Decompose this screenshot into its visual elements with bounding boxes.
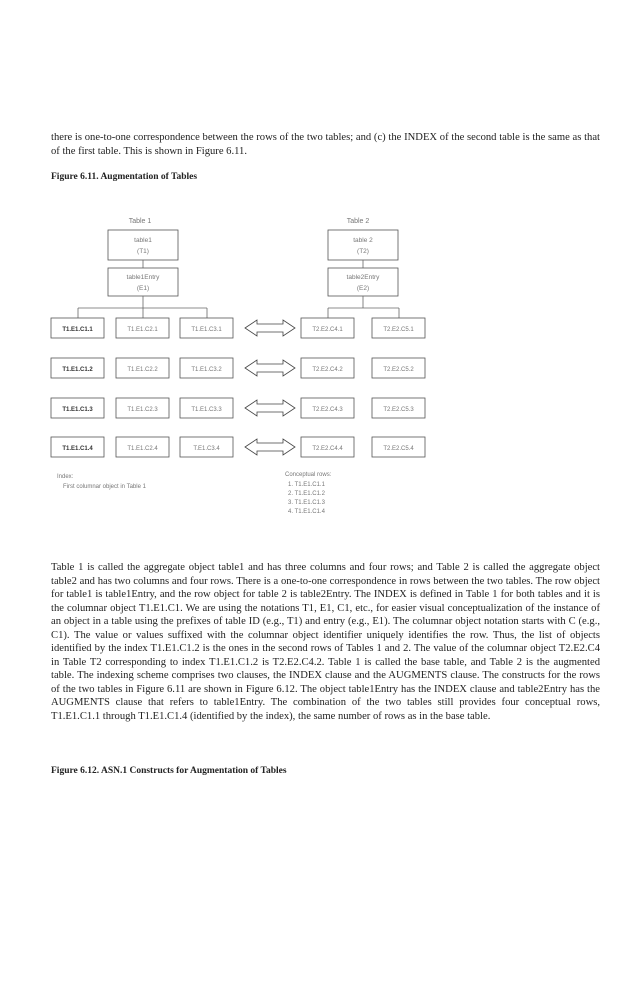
cell-t2-c4-r3: T2.E2.C4.3 xyxy=(312,407,343,413)
cell-t1-c3-r2: T1.E1.C3.2 xyxy=(191,367,222,373)
table2-object-id: (T2) xyxy=(357,248,369,255)
table2-heading: Table 2 xyxy=(346,218,370,225)
augmentation-figure xyxy=(45,210,605,530)
correspondence-arrow-3 xyxy=(245,400,295,416)
figure-6-12-caption: Figure 6.12. ASN.1 Constructs for Augmentation of Tables xyxy=(51,766,287,776)
table2-entry-id: (E2) xyxy=(356,285,370,292)
cell-t2-c5-r3: T2.E2.C5.3 xyxy=(383,407,414,413)
intro-paragraph: there is one-to-one correspondence between the rows of the two tables; and (c) the INDEX of the second table is the same as that of the first table. This is shown in Figure 6.11. xyxy=(51,132,600,157)
correspondence-arrow-4 xyxy=(245,439,295,455)
table1-object-box xyxy=(108,230,178,260)
correspondence-arrow-2 xyxy=(245,360,295,376)
table1-entry-id: (E1) xyxy=(136,285,150,292)
cell-t2-c5-r2: T2.E2.C5.2 xyxy=(383,367,414,373)
table1-heading: Table 1 xyxy=(128,218,152,225)
cell-t1-c1-r1: T1.E1.C1.1 xyxy=(62,327,93,333)
cell-t2-c4-r2: T2.E2.C4.2 xyxy=(312,367,343,373)
figure-6-11-caption: Figure 6.11. Augmentation of Tables xyxy=(51,172,198,182)
conceptual-row-2: 2. T1.E1.C1.2 xyxy=(288,491,325,497)
body-paragraph: Table 1 is called the aggregate object table1 and has three columns and four rows; and Table 2 is called the aggregate object table2 and has two columns and four rows. There is a one-to-one correspondence in rows between the two tables. The row object for table1 is table1Entry, and the row object for table 2 is table2Entry. The INDEX is defined in Table 1 for both tables and it is the columnar object T1.E1.C1. We are using the notations T1, E1, C1, etc., for easier visual conceptualization of the instance of an object in a table using the prefixes of table ID (e.g., T1) and entry (e.g., E1). The columnar object notation starts with C (e.g., C1). The value or values suffixed with the columnar object identifier uniquely identifies the row. Thus, the list of objects identified by the index T1.E1.C1.2 is the ones in the second rows of Tables 1 and 2. The value of the columnar object T2.E2.C4 in Table T2 corresponding to index T1.E1.C1.2 is T2.E2.C4.2. Table 1 is called the base table, and Table 2 is the augmented table. The indexing scheme comprises two clauses, the INDEX clause and the AUGMENTS clause. The constructs for the rows of the two tables in Figure 6.11 are shown in Figure 6.12. The object table1Entry has the INDEX clause and table2Entry has the AUGMENTS clause that refers to table1Entry. The combination of the two tables still provides four conceptual rows, T1.E1.C1.1 through T1.E1.C1.4 (identified by the index), the same number of rows as in the base table. xyxy=(51,562,600,722)
table2-object-name: table 2 xyxy=(353,237,373,244)
cell-t1-c3-r1: T1.E1.C3.1 xyxy=(191,327,222,333)
cell-t2-c4-r1: T2.E2.C4.1 xyxy=(312,327,343,333)
cell-t1-c2-r1: T1.E1.C2.1 xyxy=(127,327,158,333)
cell-t1-c1-r2: T1.E1.C1.2 xyxy=(62,367,93,373)
correspondence-arrow-1 xyxy=(245,320,295,336)
conceptual-row-4: 4. T1.E1.C1.4 xyxy=(288,509,325,515)
table1-entry-name: table1Entry xyxy=(126,274,160,281)
index-note: First columnar object in Table 1 xyxy=(63,484,146,490)
cell-t1-c1-r4: T1.E1.C1.4 xyxy=(62,446,93,452)
table2-object-box xyxy=(328,230,398,260)
conceptual-row-1: 1. T1.E1.C1.1 xyxy=(288,482,325,488)
table1-object-id: (T1) xyxy=(137,248,149,255)
cell-t2-c4-r4: T2.E2.C4.4 xyxy=(312,446,343,452)
cell-t1-c1-r3: T1.E1.C1.3 xyxy=(62,407,93,413)
cell-t1-c3-r3: T1.E1.C3.3 xyxy=(191,407,222,413)
cell-t1-c2-r4: T1.E1.C2.4 xyxy=(127,446,158,452)
table2-entry-name: table2Entry xyxy=(346,274,380,281)
cell-t2-c5-r4: T2.E2.C5.4 xyxy=(383,446,414,452)
cell-t1-c3-r4: T.E1.C3.4 xyxy=(193,446,220,452)
cell-t1-c2-r3: T1.E1.C2.3 xyxy=(127,407,158,413)
cell-t2-c5-r1: T2.E2.C5.1 xyxy=(383,327,414,333)
index-label: Index: xyxy=(57,474,74,480)
table1-object-name: table1 xyxy=(134,237,152,244)
conceptual-rows-label: Conceptual rows: xyxy=(285,472,332,478)
conceptual-row-3: 3. T1.E1.C1.3 xyxy=(288,500,325,506)
cell-t1-c2-r2: T1.E1.C2.2 xyxy=(127,367,158,373)
